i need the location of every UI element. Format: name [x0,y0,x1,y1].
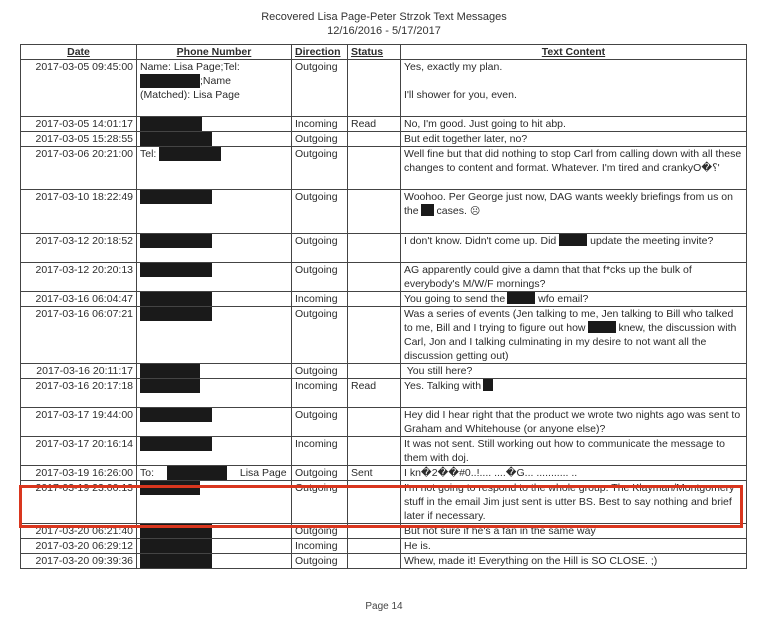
cell-date: 2017-03-20 06:29:12 [21,539,137,554]
cell-status [348,408,401,437]
cell-direction: Outgoing [292,364,348,379]
redaction-block [140,292,212,306]
redaction-block [140,74,200,88]
table-row [21,263,747,292]
cell-date: 2017-03-05 15:28:55 [21,132,137,147]
redaction-block [140,379,200,393]
cell-text: No, I'm good. Just going to hit abp. [401,117,747,132]
table-row [21,379,747,408]
redaction-block [140,524,212,538]
cell-phone [137,466,292,481]
header-status: Status [348,45,401,60]
table-row [21,364,747,379]
cell-direction: Outgoing [292,408,348,437]
text-line: I'll shower for you, even. [404,89,517,101]
cell-text [401,60,747,117]
cell-direction: Incoming [292,539,348,554]
table-row [21,234,747,263]
cell-date: 2017-03-19 16:26:00 [21,466,137,481]
table-row [21,132,747,147]
cell-text: But edit together later, no? [401,132,747,147]
cell-text: You still here? [401,364,747,379]
cell-status [348,524,401,539]
cell-direction: Outgoing [292,466,348,481]
redaction-block [483,379,493,391]
cell-status [348,539,401,554]
redaction-block [167,466,227,480]
phone-prefix: Name: Lisa Page;Tel: [140,61,240,73]
cell-date: 2017-03-06 20:21:00 [21,147,137,190]
frown-emoji-icon: ☹ [469,206,481,217]
redaction-block [421,204,434,216]
cell-date: 2017-03-20 09:39:36 [21,554,137,569]
redaction-block [140,190,212,204]
document-title: Recovered Lisa Page-Peter Strzok Text Messages [261,11,507,23]
table-row [21,190,747,234]
phone-prefix: Tel: [140,148,157,160]
table-row [21,147,747,190]
cell-status [348,190,401,234]
cell-phone [137,408,292,437]
cell-phone [137,539,292,554]
cell-phone [137,364,292,379]
cell-status: Read [348,117,401,132]
table-row [21,466,747,481]
header-text-content: Text Content [401,45,747,60]
cell-date: 2017-03-05 14:01:17 [21,117,137,132]
cell-date: 2017-03-16 06:04:47 [21,292,137,307]
redaction-block [140,437,212,451]
cell-direction: Outgoing [292,481,348,524]
phone-suffix: (Matched): Lisa Page [140,89,240,101]
cell-direction: Incoming [292,379,348,408]
redaction-block [507,292,535,304]
cell-phone [137,481,292,524]
text-after: knew, the discussion with Carl, Jon and I talking culminating in my desire to not want all the discussion getting out) [404,322,737,362]
table-row [21,539,747,554]
cell-direction: Outgoing [292,190,348,234]
cell-phone [137,379,292,408]
table-row-highlighted [21,481,747,524]
text-messages-table [20,44,747,569]
redaction-block [140,408,212,422]
redaction-block [140,307,212,321]
cell-date: 2017-03-16 20:17:18 [21,379,137,408]
cell-text [401,234,747,263]
cell-phone [137,307,292,364]
cell-date: 2017-03-12 20:20:13 [21,263,137,292]
cell-direction: Outgoing [292,60,348,117]
cell-text: He is. [401,539,747,554]
cell-phone [137,132,292,147]
cell-status [348,234,401,263]
cell-text [401,379,747,408]
cell-text: I'm not going to respond to the whole group. The Klayman/Montgomery stuff in the email Jim just sent is utter BS. Best to say nothing and brief later if necessary. [401,481,747,524]
cell-phone [137,437,292,466]
cell-phone [137,292,292,307]
cell-status [348,481,401,524]
text-before: Was a series of events (Jen talking to me, Jen talking to Bill who talked to me, Bill and I trying to figure out how [404,308,734,334]
cell-direction: Outgoing [292,132,348,147]
cell-direction: Incoming [292,117,348,132]
cell-text: It was not sent. Still working out how to communicate the message to them with doj. [401,437,747,466]
cell-date: 2017-03-16 06:07:21 [21,307,137,364]
text-after: update the meeting invite? [590,235,714,247]
cell-status [348,437,401,466]
document-title-block [0,10,768,38]
cell-status [348,60,401,117]
cell-status [348,147,401,190]
cell-direction: Outgoing [292,263,348,292]
redaction-block [140,263,212,277]
cell-status: Sent [348,466,401,481]
cell-phone [137,117,292,132]
redaction-block [159,147,221,161]
cell-phone [137,554,292,569]
cell-text: Well fine but that did nothing to stop Carl from calling down with all these changes to content and format. Whatever. I'm tired and crankyO�⸮' [401,147,747,190]
cell-phone [137,147,292,190]
cell-phone [137,234,292,263]
cell-direction: Outgoing [292,147,348,190]
phone-prefix: To: [140,467,155,479]
cell-text: Whew, made it! Everything on the Hill is SO CLOSE. ;) [401,554,747,569]
text-after: cases. [436,205,467,217]
redaction-block [140,539,212,553]
phone-mid: ;Name [200,75,231,87]
cell-direction: Outgoing [292,524,348,539]
cell-text: Hey did I hear right that the product we wrote two nights ago was sent to Graham and Whitehouse (or anyone else)? [401,408,747,437]
redaction-block [140,554,212,568]
text-before: You going to send the [404,293,506,305]
text-line: Yes, exactly my plan. [404,61,503,73]
cell-text: I kn�2��#0..!.... ....�G... ........... .. [401,466,747,481]
redaction-block [140,364,200,378]
text-before: Yes. Talking with [404,380,482,392]
cell-direction: Incoming [292,437,348,466]
redaction-block [559,234,587,246]
table-row [21,524,747,539]
cell-direction: Outgoing [292,554,348,569]
table-row [21,117,747,132]
cell-text [401,292,747,307]
table-header-row [21,45,747,60]
cell-date: 2017-03-16 20:11:17 [21,364,137,379]
cell-direction: Outgoing [292,234,348,263]
cell-status [348,132,401,147]
redaction-block [140,234,212,248]
cell-direction: Incoming [292,292,348,307]
redaction-block [140,117,202,131]
header-direction: Direction [292,45,348,60]
text-after: wfo email? [538,293,589,305]
cell-date: 2017-03-12 20:18:52 [21,234,137,263]
header-date: Date [21,45,137,60]
redaction-block [140,132,212,146]
cell-date: 2017-03-10 18:22:49 [21,190,137,234]
phone-suffix: Lisa Page [239,467,287,479]
cell-status [348,364,401,379]
cell-status [348,307,401,364]
redaction-block [588,321,616,333]
cell-text: But not sure if he's a fan in the same way [401,524,747,539]
cell-direction: Outgoing [292,307,348,364]
table-row [21,554,747,569]
table-row [21,307,747,364]
table-row [21,408,747,437]
page-number: Page 14 [365,601,403,612]
cell-status [348,292,401,307]
table-row [21,292,747,307]
cell-status [348,554,401,569]
table-row [21,60,747,117]
cell-phone [137,263,292,292]
cell-phone [137,190,292,234]
cell-status [348,263,401,292]
table-row [21,437,747,466]
cell-phone [137,524,292,539]
redaction-block [140,481,200,495]
cell-status: Read [348,379,401,408]
cell-phone [137,60,292,117]
cell-text [401,190,747,234]
text-before: I don't know. Didn't come up. Did [404,235,557,247]
cell-date: 2017-03-19 23:00:13 [21,481,137,524]
cell-date: 2017-03-17 20:16:14 [21,437,137,466]
cell-text [401,307,747,364]
cell-date: 2017-03-17 19:44:00 [21,408,137,437]
document-date-range: 12/16/2016 - 5/17/2017 [327,25,441,37]
cell-date: 2017-03-05 09:45:00 [21,60,137,117]
header-phone-number: Phone Number [137,45,292,60]
cell-text: AG apparently could give a damn that that f*cks up the bulk of everybody's M/W/F mornings? [401,263,747,292]
text-before: Woohoo. Per George just now, DAG wants weekly briefings from us on the [404,191,733,217]
cell-date: 2017-03-20 06:21:40 [21,524,137,539]
